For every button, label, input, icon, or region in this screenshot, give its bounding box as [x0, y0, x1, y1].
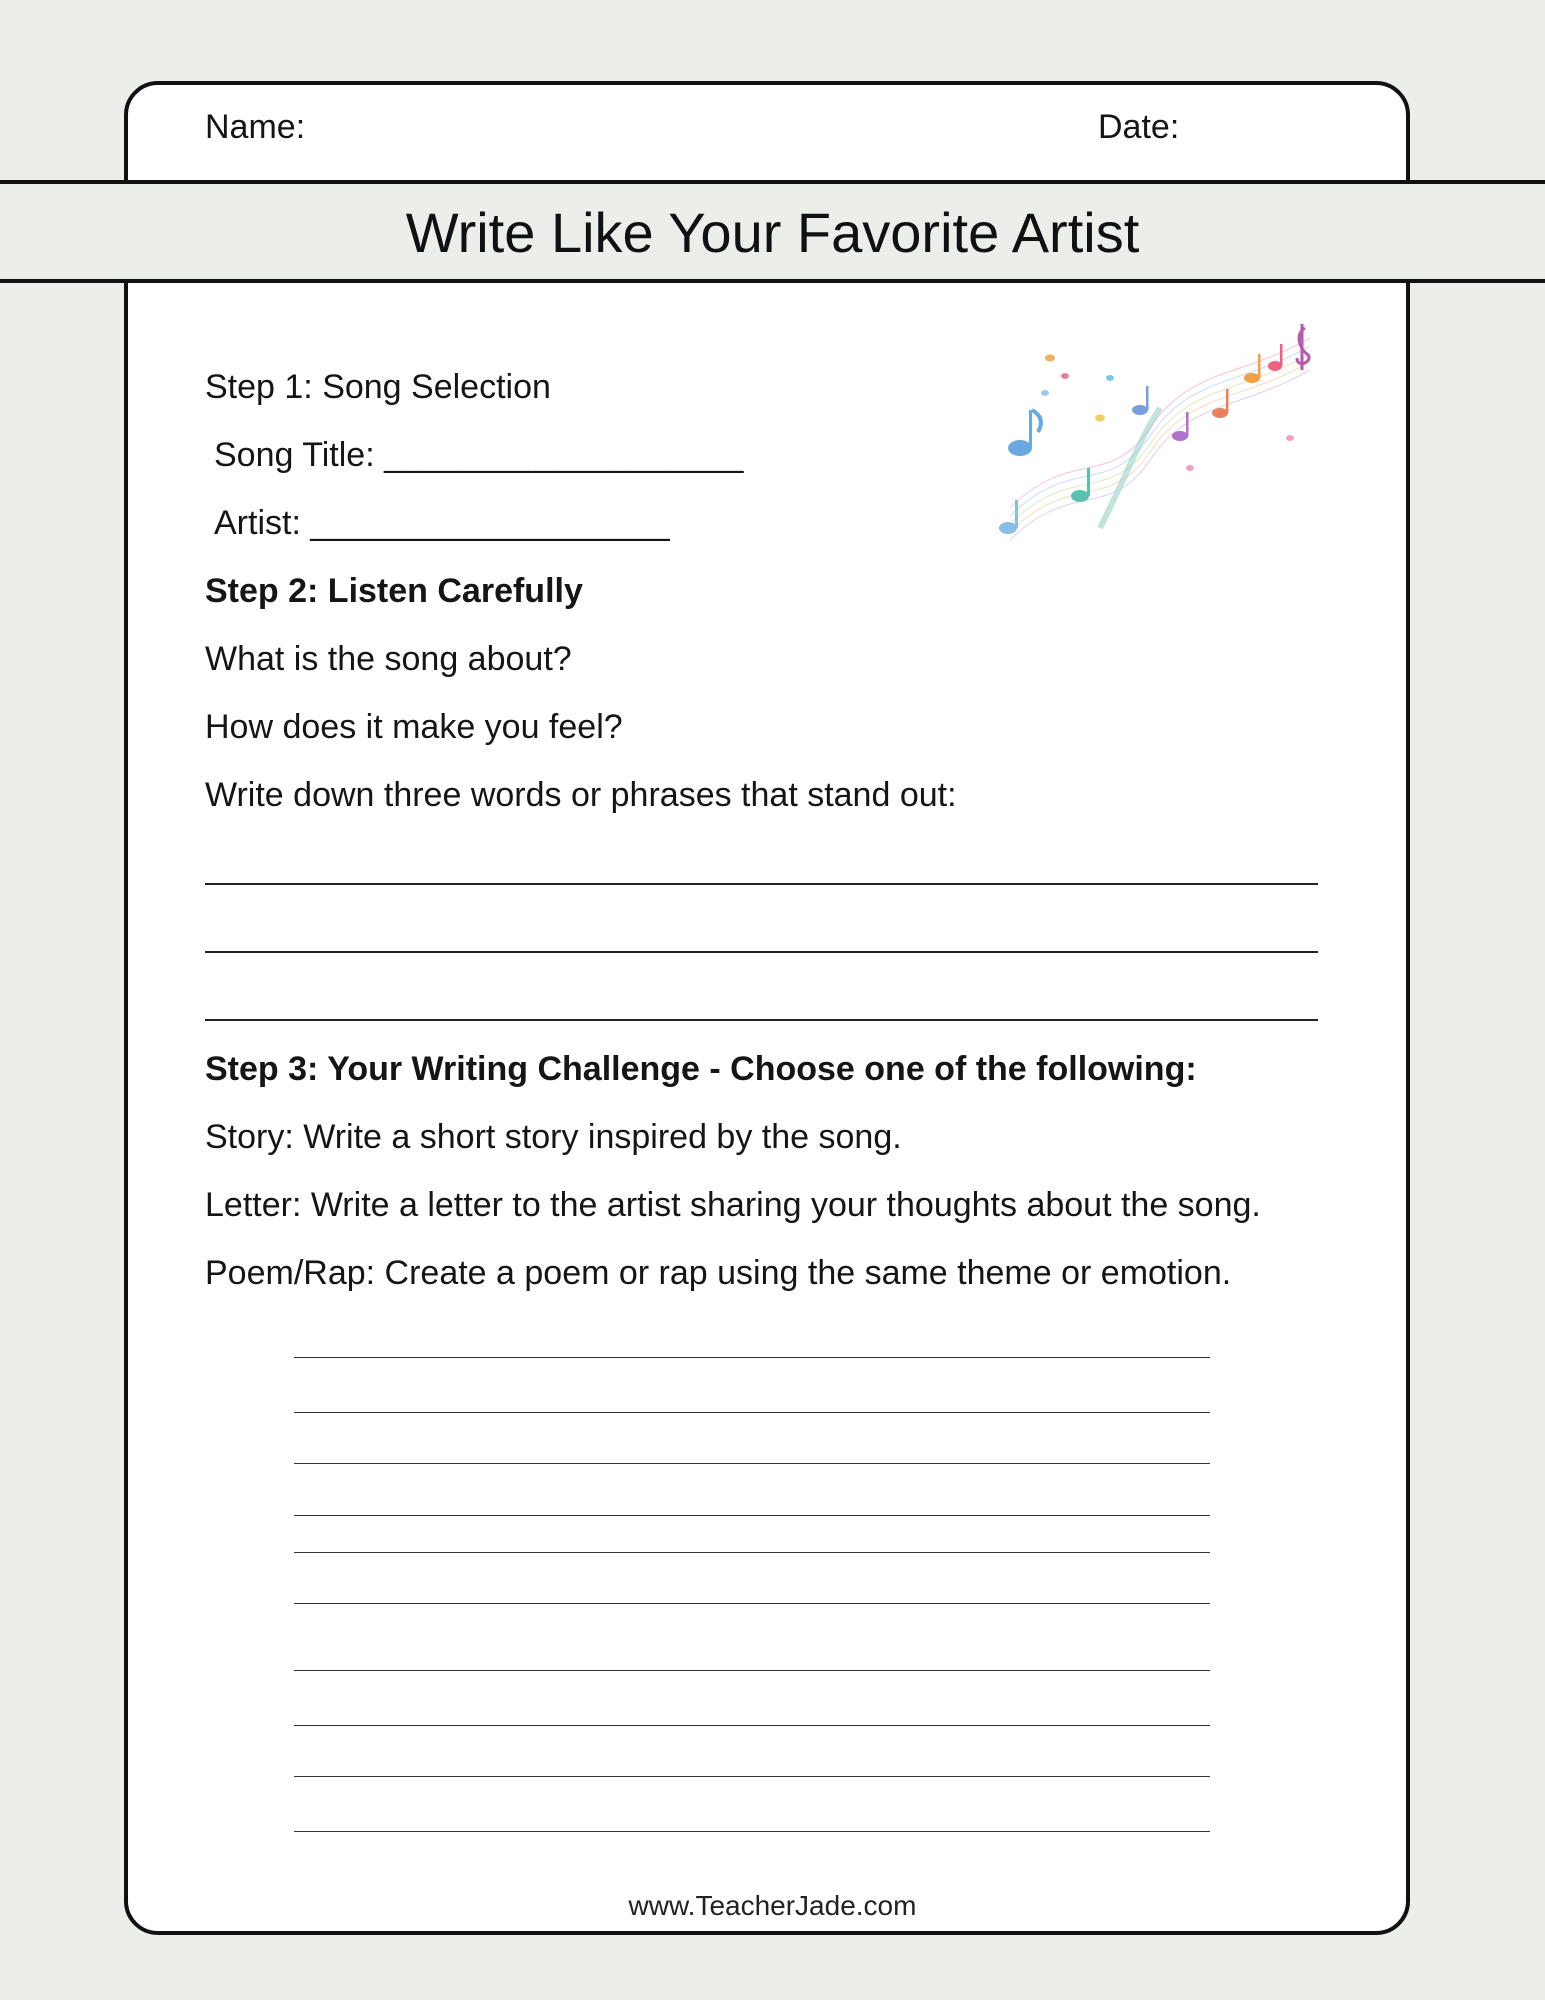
page-title: Write Like Your Favorite Artist [405, 201, 1140, 264]
writing-line[interactable] [294, 1463, 1210, 1464]
option-story: Story: Write a short story inspired by the song. [205, 1118, 902, 1156]
option-poem-rap: Poem/Rap: Create a poem or rap using the same theme or emotion. [205, 1254, 1232, 1292]
song-title-field[interactable]: Song Title: ___________________ [214, 436, 744, 474]
option-letter: Letter: Write a letter to the artist sharing your thoughts about the song. [205, 1186, 1261, 1224]
writing-line[interactable] [294, 1776, 1210, 1777]
writing-line[interactable] [294, 1412, 1210, 1413]
music-notes-icon [990, 318, 1320, 558]
step2-heading: Step 2: Listen Carefully [205, 572, 583, 610]
answer-line[interactable] [205, 1019, 1318, 1021]
artist-field[interactable]: Artist: ___________________ [214, 504, 670, 542]
answer-line[interactable] [205, 883, 1318, 885]
step3-heading: Step 3: Your Writing Challenge - Choose one of the following: [205, 1050, 1197, 1088]
question-song-about: What is the song about? [205, 640, 572, 678]
question-three-words: Write down three words or phrases that stand out: [205, 776, 957, 814]
writing-line[interactable] [294, 1670, 1210, 1671]
step1-heading: Step 1: Song Selection [205, 368, 551, 406]
writing-line[interactable] [294, 1725, 1210, 1726]
writing-line[interactable] [294, 1515, 1210, 1516]
question-feel: How does it make you feel? [205, 708, 623, 746]
writing-line[interactable] [294, 1357, 1210, 1358]
footer-url: www.TeacherJade.com [628, 1890, 917, 1921]
writing-line[interactable] [294, 1603, 1210, 1604]
writing-line[interactable] [294, 1831, 1210, 1832]
name-label: Name: [205, 108, 306, 146]
date-label: Date: [1098, 108, 1180, 146]
writing-line[interactable] [294, 1552, 1210, 1553]
answer-line[interactable] [205, 951, 1318, 953]
